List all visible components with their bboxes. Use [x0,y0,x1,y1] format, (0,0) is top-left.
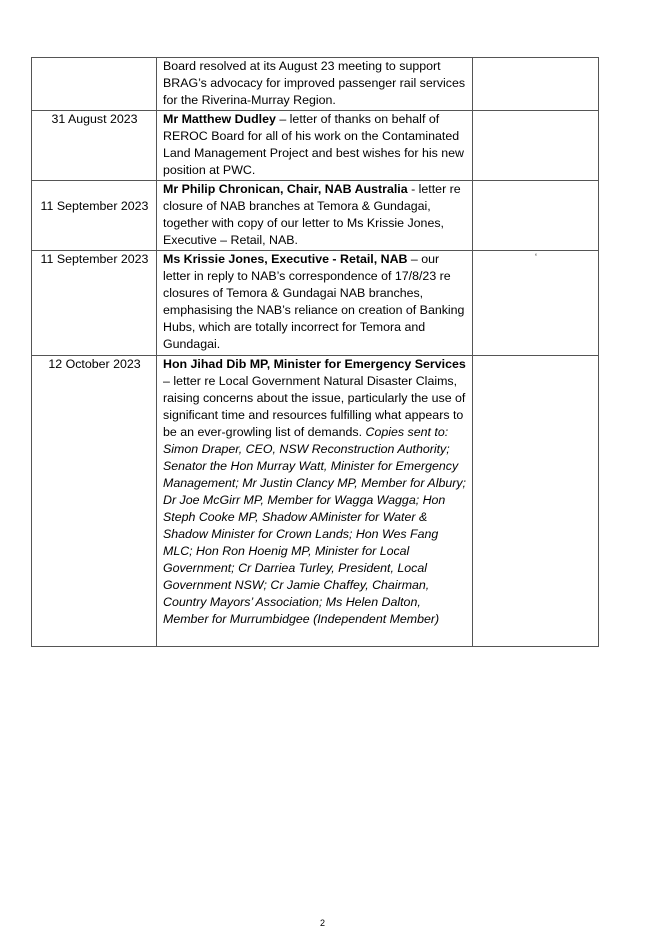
row-action [473,356,599,647]
recipient-name: Mr Matthew Dudley [163,112,276,126]
description-text: – our letter in reply to NAB’s correspondence of 17/8/23 re closures of Temora & Gundagai NAB branches, emphasising the NAB’s reliance on creation of Banking Hubs, which are totally incorrect for Temora and Gundagai. [163,252,465,351]
description-text: – letter re Local Government Natural Disaster Claims, raising concerns about the issue, particularly the use of significant time and resources fulfilling what appears to be an ever-growling list of demands. [163,374,466,439]
description-text: Board resolved at its August 23 meeting to support BRAG’s advocacy for improved passenger rail services for the Riverina-Murray Region. [163,59,466,107]
row-action [473,181,599,251]
page-number: 2 [319,918,325,928]
row-action [473,111,599,181]
copies-text: Copies sent to: Simon Draper, CEO, NSW Reconstruction Authority; Senator the Hon Murray Watt, Minister for Emergency Management; Mr Justin Clancy MP, Member for Albury; Dr Joe McGirr MP, Member for Wagga Wagga; Hon Steph Cooke MP, Shadow AMinister for Water & Shadow Minister for Crown Lands; Hon Wes Fang MLC; Hon Ron Hoenig MP, Minister for Local Government; Cr Darriea Turley, President, Local Government NSW; Cr Jamie Chaffey, Chairman, Country Mayors’ Association; Ms Helen Dalton, Member for Murrumbidgee (Independent Member) [163,425,466,626]
recipient-name: Mr Philip Chronican, Chair, NAB Australia [163,182,408,196]
row-date [32,58,157,111]
description-text: - letter re closure of NAB branches at Temora & Gundagai, together with copy of our letter to Ms Krissie Jones, Executive – Retail, NAB. [163,182,461,247]
correspondence-table [31,57,599,647]
row-date: 11 September 2023 [32,181,157,251]
row-action [473,58,599,111]
row-description [157,58,473,111]
row-description [157,356,473,647]
row-action: ‘ [473,251,599,356]
row-date: 31 August 2023 [32,111,157,181]
recipient-name: Hon Jihad Dib MP, Minister for Emergency Services [163,357,466,371]
row-date: 11 September 2023 [32,251,157,356]
description-text: – letter of thanks on behalf of REROC Board for all of his work on the Contaminated Land Management Project and best wishes for his new position at PWC. [163,112,464,177]
row-description [157,251,473,356]
row-description [157,111,473,181]
table-row [32,251,599,356]
recipient-name: Ms Krissie Jones, Executive - Retail, NAB [163,252,408,266]
table-row [32,111,599,181]
table-row [32,58,599,111]
table-row [32,356,599,647]
row-description [157,181,473,251]
row-date: 12 October 2023 [32,356,157,647]
table-row [32,181,599,251]
